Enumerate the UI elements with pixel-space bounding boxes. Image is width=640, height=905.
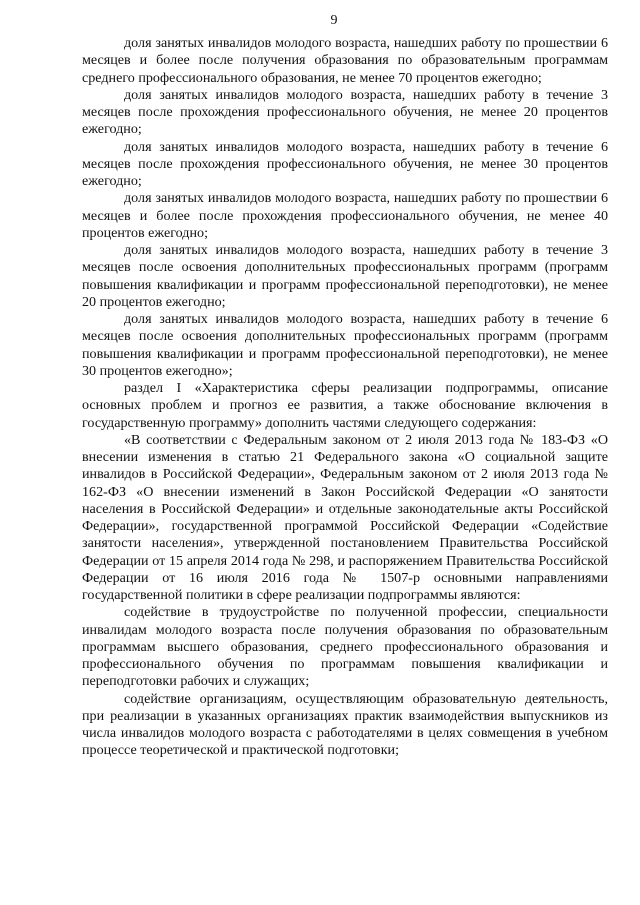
paragraph: «В соответствии с Федеральным законом от 2 июля 2013 года № 183-ФЗ «О внесении изменения в статью 21 Федерального закона «О социальной защите инвалидов в Российской Федерации», Федеральным законом от 2 июля 2013 года № 162-ФЗ «О внесении изменений в Закон Российской Федерации «О занятости населения в Российской Федерации» и отдельные законодательные акты Российской Федерации», государственной программой Российской Федерации «Содействие занятости населения», утвержденной постановлением Правительства Российской Федерации от 15 апреля 2014 года № 298, и распоряжением Правительства Российской Федерации от 16 июля 2016 года № 1507-р основными направлениями государственной политики в сфере реализации подпрограммы являются: — [82, 431, 608, 603]
page-number: 9 — [330, 13, 338, 28]
paragraph: доля занятых инвалидов молодого возраста, нашедших работу по прошествии 6 месяцев и более после получения образования по образовательным программам среднего профессионального образования, не менее 70 процентов ежегодно; — [82, 35, 608, 86]
paragraph: содействие в трудоустройстве по полученной профессии, специальности инвалидам молодого возраста после получения образования по образовательным программам высшего образования, среднего профессионального образования и профессионального обучения по программам повышения квалификации и переподготовки рабочих и служащих; — [82, 604, 608, 690]
paragraph: доля занятых инвалидов молодого возраста, нашедших работу в течение 3 месяцев после освоения дополнительных профессиональных программ (программ повышения квалификации и программ профессиональной переподготовки), не менее 20 процентов ежегодно; — [82, 242, 608, 310]
paragraph: доля занятых инвалидов молодого возраста, нашедших работу по прошествии 6 месяцев и более после прохождения профессионального обучения, не менее 40 процентов ежегодно; — [82, 190, 608, 241]
paragraph: раздел I «Характеристика сферы реализации подпрограммы, описание основных проблем и прогноз ее развития, а также обоснование включения в государственную программу» дополнить частями следующего содержания: — [82, 380, 608, 431]
paragraph: содействие организациям, осуществляющим образовательную деятельность, при реализации в указанных организациях практик взаимодействия выпускников из числа инвалидов молодого возраста с работодателями в целях совмещения в учебном процессе теоретической и практической подготовки; — [82, 690, 608, 759]
paragraph: доля занятых инвалидов молодого возраста, нашедших работу в течение 6 месяцев после прохождения профессионального обучения, не менее 30 процентов ежегодно; — [82, 138, 608, 189]
document-page — [82, 12, 608, 760]
paragraph: доля занятых инвалидов молодого возраста, нашедших работу в течение 3 месяцев после прохождения профессионального обучения, не менее 20 процентов ежегодно; — [82, 86, 608, 138]
paragraph: доля занятых инвалидов молодого возраста, нашедших работу в течение 6 месяцев после освоения дополнительных профессиональных программ (программ повышения квалификации и программ профессиональной переподготовки), не менее 30 процентов ежегодно»; — [82, 311, 608, 379]
